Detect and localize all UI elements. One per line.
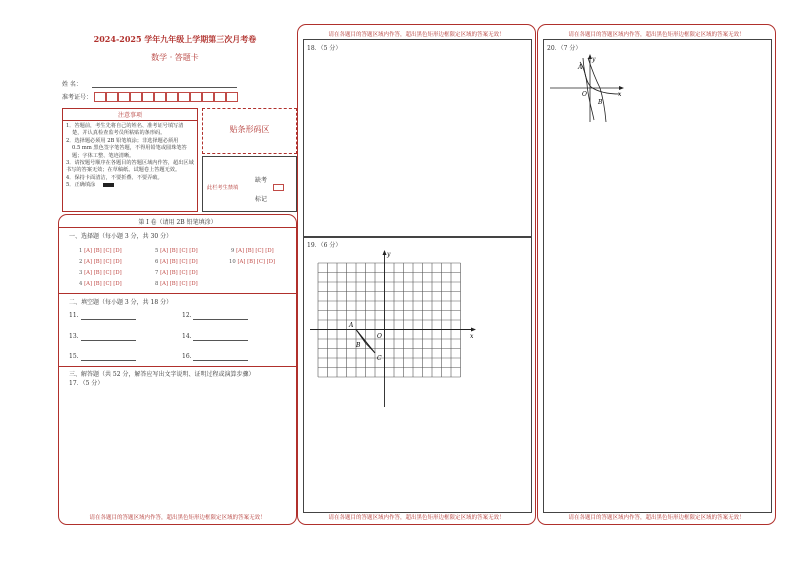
mc-number: 4 bbox=[79, 281, 83, 287]
q18-label: 18．（5 分） bbox=[307, 45, 342, 52]
label-a: A bbox=[578, 64, 583, 71]
q19-label: 19．（6 分） bbox=[307, 242, 342, 249]
label-b: B bbox=[598, 99, 603, 106]
divider bbox=[59, 366, 296, 367]
mc-question[interactable] bbox=[231, 248, 274, 254]
exam-title: 2024-2025 学年九年级上学期第三次月考卷 bbox=[93, 34, 257, 44]
q17-answer-area[interactable] bbox=[63, 387, 292, 505]
fill-number: 16. bbox=[182, 353, 192, 360]
divider bbox=[59, 293, 296, 294]
absent-box bbox=[202, 156, 297, 212]
label-y: y bbox=[592, 56, 596, 63]
filled-sample-mark bbox=[103, 183, 114, 187]
q20-figure bbox=[548, 54, 628, 124]
section3-title: 三、解答题（共 52 分，解答应写出文字说明、证明过程或演算步骤） bbox=[69, 371, 255, 378]
hyperbola-branch-upper bbox=[583, 58, 620, 94]
label-c: C bbox=[377, 355, 382, 362]
q18-answer-area[interactable] bbox=[306, 54, 528, 234]
q18-box bbox=[303, 39, 532, 238]
mc-number: 3 bbox=[79, 270, 83, 276]
mc-options: [A] [B] [C] [D] bbox=[237, 259, 276, 265]
answer-panel-right bbox=[537, 24, 776, 525]
label-o: O bbox=[377, 333, 382, 340]
mc-question[interactable] bbox=[229, 259, 275, 265]
q20-label: 20．（7 分） bbox=[547, 45, 582, 52]
barcode-label: 贴条形码区 bbox=[229, 125, 270, 134]
label-x: x bbox=[618, 91, 622, 98]
notice-box bbox=[62, 108, 198, 212]
q17-label: 17．（5 分） bbox=[69, 380, 104, 387]
mc-number: 7 bbox=[155, 270, 159, 276]
exam-subtitle: 数学 · 答题卡 bbox=[151, 53, 199, 62]
mc-number: 5 bbox=[155, 248, 159, 254]
name-label: 姓 名： bbox=[62, 81, 82, 88]
mc-question[interactable] bbox=[155, 281, 198, 287]
header-hint: 请在各题目的答题区域内作答，超出黑色矩形边框限定区域的答案无效！ bbox=[328, 32, 505, 38]
fill-number: 13. bbox=[69, 333, 79, 340]
notice-item: 2．选择题必须用 2B 铅笔填涂；非选择题必须用 bbox=[66, 137, 179, 144]
fill-number: 12. bbox=[182, 312, 192, 319]
mc-number: 10 bbox=[229, 259, 236, 265]
fill-number: 11. bbox=[69, 312, 79, 319]
mc-question[interactable] bbox=[155, 270, 198, 276]
barcode-area bbox=[202, 108, 297, 154]
label-a: A bbox=[349, 322, 354, 329]
mc-options: [A] [B] [C] [D] bbox=[160, 259, 198, 265]
absent-checkbox[interactable] bbox=[273, 184, 284, 191]
mc-options: [A] [B] [C] [D] bbox=[84, 248, 122, 254]
notice-item: 5．正确填涂 bbox=[66, 182, 96, 189]
label-b: B bbox=[356, 342, 361, 349]
mc-question[interactable] bbox=[79, 248, 122, 254]
y-axis-arrow bbox=[383, 250, 387, 255]
fill-blank[interactable] bbox=[81, 360, 136, 361]
label-y: y bbox=[387, 251, 391, 258]
notice-item: 3．请按题号顺序在各题目的答题区域内作答，超出区域书写的答案无效；在草稿纸、试题卷上答题无效。 bbox=[66, 160, 194, 174]
section2-title: 二、填空题（每小题 3 分，共 18 分） bbox=[69, 299, 173, 306]
mc-options: [A] [B] [C] [D] bbox=[236, 248, 274, 254]
fill-blank[interactable] bbox=[193, 340, 248, 341]
mc-question[interactable] bbox=[79, 270, 122, 276]
mc-options: [A] [B] [C] [D] bbox=[160, 270, 198, 276]
grid-lines bbox=[318, 263, 461, 377]
mc-question[interactable] bbox=[79, 259, 122, 265]
absent-note: 此栏考生禁填 bbox=[207, 185, 239, 191]
student-id-label: 准考证号： bbox=[62, 94, 93, 101]
x-axis-arrow bbox=[619, 86, 624, 90]
q19-box bbox=[303, 236, 532, 513]
answer-panel-middle bbox=[297, 24, 536, 525]
mc-number: 1 bbox=[79, 248, 83, 254]
notice-item: 1．答题前，考生先将自己的姓名、准考证号填写清 bbox=[66, 123, 184, 129]
fill-number: 14. bbox=[182, 333, 192, 340]
q19-answer-area[interactable] bbox=[306, 417, 528, 509]
part1-title: 第 I 卷（请用 2B 铅笔填涂） bbox=[59, 217, 296, 228]
label-x: x bbox=[470, 333, 474, 340]
fill-blank[interactable] bbox=[193, 319, 248, 320]
mc-question[interactable] bbox=[155, 259, 198, 265]
q20-box bbox=[543, 39, 772, 513]
mc-options: [A] [B] [C] [D] bbox=[160, 248, 198, 254]
mc-question[interactable] bbox=[155, 248, 198, 254]
mc-options: [A] [B] [C] [D] bbox=[160, 281, 198, 287]
label-o: O bbox=[582, 91, 587, 98]
name-field[interactable] bbox=[92, 87, 237, 88]
absent-label-top: 缺考 bbox=[255, 177, 268, 184]
absent-label-bottom: 标记 bbox=[255, 196, 268, 203]
fill-blank[interactable] bbox=[81, 340, 136, 341]
student-id-boxes[interactable] bbox=[94, 92, 244, 102]
mc-number: 8 bbox=[155, 281, 159, 287]
fill-blank[interactable] bbox=[81, 319, 136, 320]
mc-options: [A] [B] [C] [D] bbox=[84, 259, 122, 265]
q20-answer-area[interactable] bbox=[546, 130, 768, 508]
mc-options: [A] [B] [C] [D] bbox=[84, 281, 122, 287]
mc-number: 2 bbox=[79, 259, 83, 265]
header-hint: 请在各题目的答题区域内作答，超出黑色矩形边框限定区域的答案无效！ bbox=[568, 32, 745, 38]
notice-item: 楚，并认真检查监考员所粘贴的条形码。 bbox=[72, 130, 166, 137]
answer-panel-left bbox=[58, 214, 297, 525]
mc-number: 6 bbox=[155, 259, 159, 265]
footer-hint: 请在各题目的答题区域内作答，超出黑色矩形边框限定区域的答案无效！ bbox=[568, 515, 745, 521]
x-axis-arrow bbox=[471, 328, 476, 332]
fill-number: 15. bbox=[69, 353, 79, 360]
mc-options: [A] [B] [C] [D] bbox=[84, 270, 122, 276]
section1-title: 一、选择题（每小题 3 分，共 30 分） bbox=[69, 233, 173, 240]
footer-hint: 请在各题目的答题区域内作答，超出黑色矩形边框限定区域的答案无效！ bbox=[328, 515, 505, 521]
q19-grid-figure bbox=[304, 247, 531, 412]
footer-hint: 请在各题目的答题区域内作答，超出黑色矩形边框限定区域的答案无效！ bbox=[89, 515, 266, 521]
notice-title: 注意事项 bbox=[63, 110, 197, 121]
notice-item: 0.5 mm 黑色签字笔答题，不得用铅笔或圆珠笔答题；字体工整、笔迹清晰。 bbox=[72, 145, 187, 159]
mc-question[interactable] bbox=[79, 281, 122, 287]
mc-number: 9 bbox=[231, 248, 235, 254]
notice-item: 4．保持卡面清洁，不要折叠、不要弄破。 bbox=[66, 174, 163, 181]
fill-blank[interactable] bbox=[193, 360, 248, 361]
